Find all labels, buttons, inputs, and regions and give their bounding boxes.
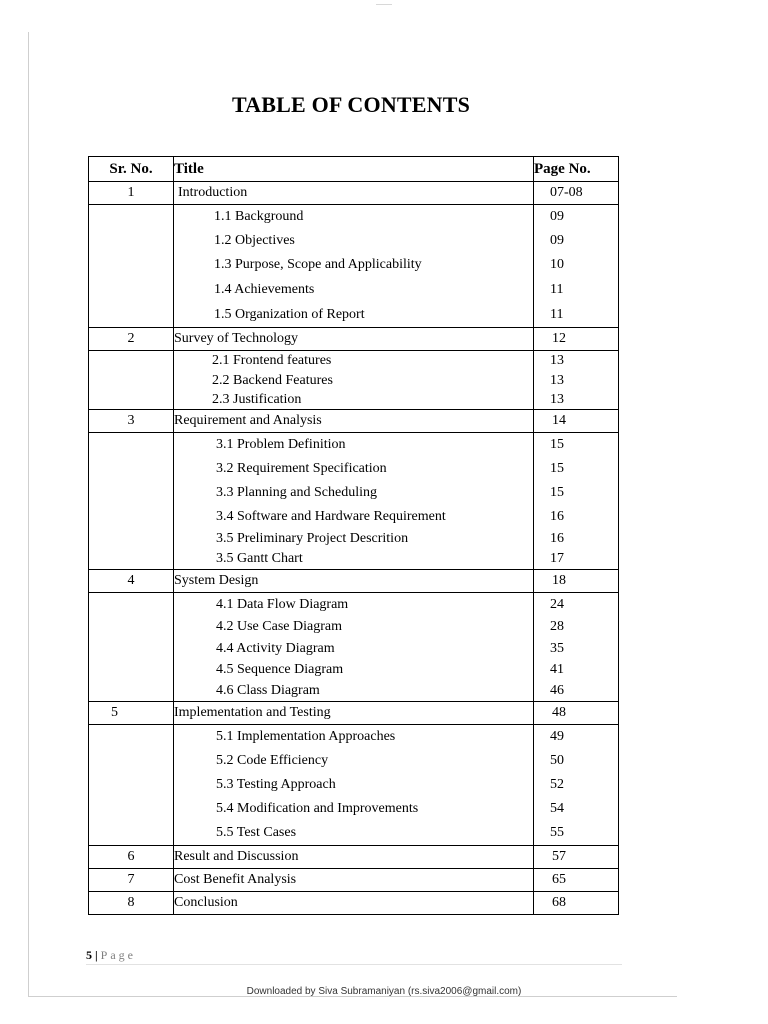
subsection-page: 15 [550,437,564,452]
subsection-page: 13 [550,392,564,407]
col-header-title: Title [174,157,534,182]
toc-section-row [89,410,619,433]
col-header-page-no: Page No. [534,157,619,182]
footer-page-word: Page [100,948,136,962]
section-title: Result and Discussion [174,846,534,869]
subsection-title: 5.3 Testing Approach [216,777,336,792]
section-title: Survey of Technology [174,328,534,351]
top-divider-mark [376,4,392,5]
subsection-title: 3.3 Planning and Scheduling [216,485,377,500]
section-page: 14 [534,410,619,433]
subsection-title: 1.5 Organization of Report [214,307,365,322]
section-number: 4 [89,570,174,593]
subsection-title: 5.5 Test Cases [216,825,297,840]
subsection-title: 2.2 Backend Features [212,373,333,388]
section-title: Conclusion [174,892,534,915]
section-number: 8 [89,892,174,915]
subsection-page: 13 [550,373,564,388]
subsection-page: 35 [550,641,564,656]
subsection-number-cell [89,593,174,702]
subsection-pages-cell [534,593,619,702]
subsection-page: 16 [550,531,564,546]
section-title: Requirement and Analysis [174,410,534,433]
toc-subsection-group [89,351,619,410]
subsection-titles-cell [174,205,534,328]
toc-section-row [89,892,619,915]
subsection-page: 15 [550,485,564,500]
subsection-page: 52 [550,777,564,792]
subsection-title: 4.2 Use Case Diagram [216,619,342,634]
section-page: 48 [534,702,619,725]
subsection-number-cell [89,433,174,570]
section-number: 7 [89,869,174,892]
subsection-page: 10 [550,257,564,272]
subsection-number-cell [89,205,174,328]
subsection-number-cell [89,725,174,846]
subsection-title: 1.2 Objectives [214,233,295,248]
section-number: 3 [89,410,174,433]
subsection-page: 28 [550,619,564,634]
subsection-pages-cell [534,351,619,410]
subsection-page: 49 [550,729,564,744]
subsection-page: 09 [550,233,564,248]
toc-section-row [89,328,619,351]
subsection-title: 1.3 Purpose, Scope and Applicability [214,257,422,272]
subsection-title: 3.4 Software and Hardware Requirement [216,509,446,524]
subsection-title: 4.5 Sequence Diagram [216,662,344,677]
section-title: Implementation and Testing [174,702,534,725]
subsection-page: 41 [550,662,564,677]
toc-section-row [89,869,619,892]
footer-rule [86,964,622,965]
subsection-title: 3.2 Requirement Specification [216,461,387,476]
subsection-page: 54 [550,801,564,816]
subsection-titles-cell [174,725,534,846]
subsection-title: 5.2 Code Efficiency [216,753,329,768]
section-title: System Design [174,570,534,593]
footer-page-number: 5 [86,948,92,962]
toc-section-row [89,570,619,593]
col-header-sr-no: Sr. No. [89,157,174,182]
subsection-page: 17 [550,551,564,566]
subsection-titles-cell [174,593,534,702]
section-page: 18 [534,570,619,593]
section-title: Cost Benefit Analysis [174,869,534,892]
subsection-page: 13 [550,353,564,368]
section-title: Introduction [174,182,534,205]
section-page: 68 [534,892,619,915]
footer-separator: | [95,948,98,962]
subsection-pages-cell [534,205,619,328]
subsection-title: 4.6 Class Diagram [216,683,320,698]
subsection-page: 46 [550,683,564,698]
section-number: 6 [89,846,174,869]
toc-section-row [89,702,619,725]
toc-subsection-group [89,725,619,846]
subsection-title: 4.1 Data Flow Diagram [216,597,349,612]
subsection-page: 24 [550,597,564,612]
section-number: 5 [89,702,174,725]
section-page: 65 [534,869,619,892]
subsection-number-cell [89,351,174,410]
subsection-title: 5.4 Modification and Improvements [216,801,419,816]
subsection-title: 1.4 Achievements [214,282,315,297]
subsection-pages-cell [534,725,619,846]
subsection-title: 3.1 Problem Definition [216,437,346,452]
toc-section-row [89,182,619,205]
subsection-titles-cell [174,351,534,410]
section-number: 2 [89,328,174,351]
toc-section-row [89,846,619,869]
section-page: 57 [534,846,619,869]
subsection-title: 3.5 Preliminary Project Descrition [216,531,409,546]
toc-subsection-group [89,593,619,702]
section-page: 07-08 [534,182,619,205]
subsection-page: 11 [550,282,564,297]
subsection-page: 09 [550,209,564,224]
subsection-title: 1.1 Background [214,209,304,224]
section-number: 1 [89,182,174,205]
subsection-page: 16 [550,509,564,524]
subsection-page: 50 [550,753,564,768]
subsection-title: 3.5 Gantt Chart [216,551,303,566]
subsection-page: 55 [550,825,564,840]
subsection-titles-cell [174,433,534,570]
subsection-title: 4.4 Activity Diagram [216,641,335,656]
subsection-title: 2.3 Justification [212,392,302,407]
toc-subsection-group [89,433,619,570]
subsection-title: 2.1 Frontend features [212,353,332,368]
toc-subsection-group [89,205,619,328]
subsection-page: 15 [550,461,564,476]
toc-header-row [89,157,619,182]
page-footer [86,948,136,963]
toc-body [89,182,619,915]
subsection-pages-cell [534,433,619,570]
subsection-page: 11 [550,307,564,322]
section-page: 12 [534,328,619,351]
download-attribution: Downloaded by Siva Subramaniyan (rs.siva2006@gmail.com) [246,986,522,997]
subsection-title: 5.1 Implementation Approaches [216,729,396,744]
toc-table [88,156,619,915]
page-title: TABLE OF CONTENTS [231,92,471,117]
